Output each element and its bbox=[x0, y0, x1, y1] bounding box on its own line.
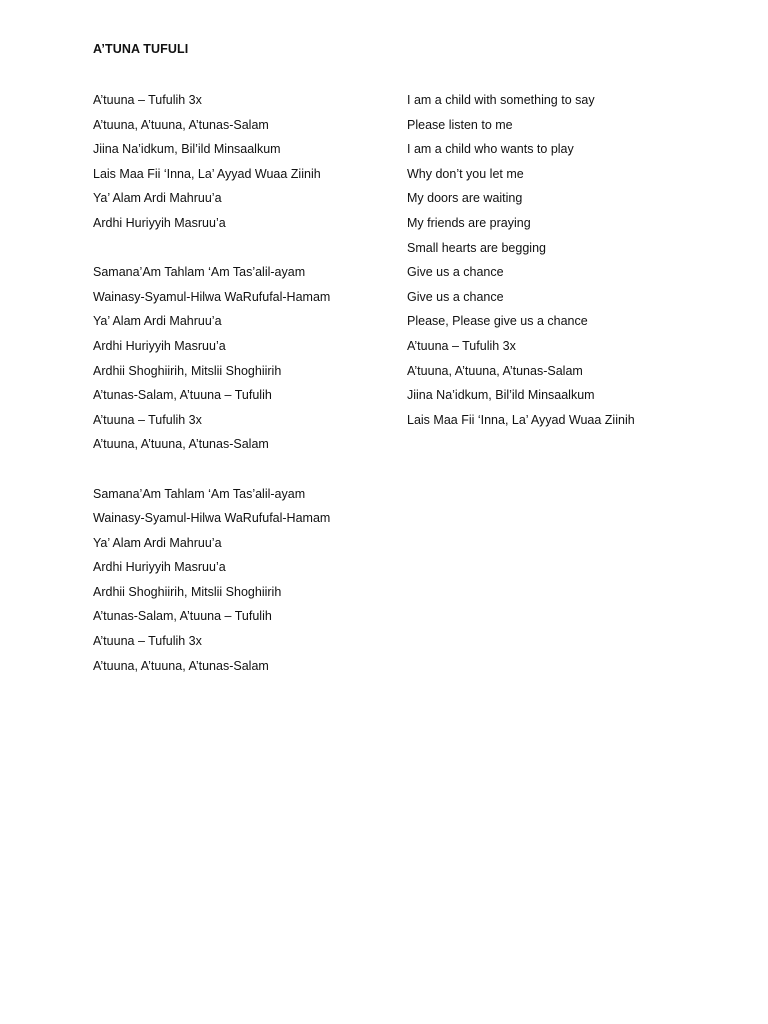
lyric-line: Give us a chance bbox=[407, 289, 504, 304]
lyric-line: Ardhi Huriyyih Masruu’a bbox=[93, 560, 226, 575]
lyric-line: Lais Maa Fii ‘Inna, La’ Ayyad Wuaa Ziinih bbox=[407, 412, 635, 427]
lyric-line: Samana’Am Tahlam ‘Am Tas’alil-ayam bbox=[93, 265, 306, 280]
lyric-line: A’tuuna – Tufulih 3x bbox=[93, 93, 202, 107]
lyric-line: My friends are praying bbox=[407, 215, 531, 230]
lyric-line: Samana’Am Tahlam ‘Am Tas’alil-ayam bbox=[93, 486, 306, 501]
lyric-line: Lais Maa Fii ‘Inna, La’ Ayyad Wuaa Ziinih bbox=[93, 166, 321, 181]
lyric-line: A’tuuna – Tufulih 3x bbox=[93, 412, 202, 427]
lyric-line: Ya’ Alam Ardi Mahruu’a bbox=[93, 314, 222, 329]
lyric-line: Ardhii Shoghiirih, Mitslii Shoghiirih bbox=[93, 363, 282, 378]
lyric-line: Wainasy-Syamul-Hilwa WaRufufal-Hamam bbox=[93, 511, 331, 526]
stanza-break bbox=[93, 460, 393, 485]
lyric-line: A’tuuna, A’tuuna, A’tunas-Salam bbox=[93, 658, 269, 673]
lyric-line: Wainasy-Syamul-Hilwa WaRufufal-Hamam bbox=[93, 289, 331, 304]
lyric-line: Jiina Na’idkum, Bil’ild Minsaalkum bbox=[93, 142, 281, 157]
lyric-line: I am a child with something to say bbox=[407, 93, 595, 107]
lyrics-right-column bbox=[407, 91, 737, 435]
lyric-line: Ardhi Huriyyih Masruu’a bbox=[93, 215, 226, 230]
lyric-line: Please listen to me bbox=[407, 117, 513, 132]
stanza-break bbox=[93, 239, 393, 264]
lyric-line: A’tuuna – Tufulih 3x bbox=[407, 338, 516, 353]
lyric-line: A’tunas-Salam, A’tuuna – Tufulih bbox=[93, 388, 272, 403]
lyric-line: Ardhii Shoghiirih, Mitslii Shoghiirih bbox=[93, 584, 282, 599]
lyric-line: Give us a chance bbox=[407, 265, 504, 280]
lyric-line: My doors are waiting bbox=[407, 191, 523, 206]
lyrics-left-column bbox=[93, 91, 393, 681]
lyric-line: I am a child who wants to play bbox=[407, 142, 574, 157]
lyric-line: A’tuuna, A’tuuna, A’tunas-Salam bbox=[93, 117, 269, 132]
lyric-line: Ya’ Alam Ardi Mahruu’a bbox=[93, 535, 222, 550]
lyric-line: Small hearts are begging bbox=[407, 240, 546, 255]
lyric-line: Why don’t you let me bbox=[407, 166, 524, 181]
lyric-line: A’tunas-Salam, A’tuuna – Tufulih bbox=[93, 609, 272, 624]
lyric-line: Ya’ Alam Ardi Mahruu’a bbox=[93, 191, 222, 206]
lyric-line: A’tuuna, A’tuuna, A’tunas-Salam bbox=[407, 363, 583, 378]
lyric-line: Please, Please give us a chance bbox=[407, 314, 588, 329]
lyric-line: Jiina Na’idkum, Bil’ild Minsaalkum bbox=[407, 388, 595, 403]
lyric-line: A’tuuna – Tufulih 3x bbox=[93, 634, 202, 649]
lyric-line: A’tuuna, A’tuuna, A’tunas-Salam bbox=[93, 437, 269, 452]
page-title: A’TUNA TUFULI bbox=[93, 42, 189, 56]
lyric-line: Ardhi Huriyyih Masruu’a bbox=[93, 338, 226, 353]
